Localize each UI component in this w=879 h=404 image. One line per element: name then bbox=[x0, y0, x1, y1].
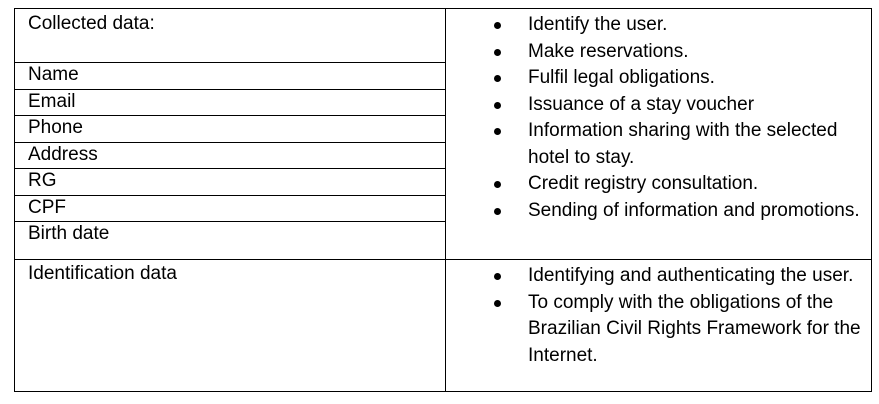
list-item-text: Issuance of a stay voucher bbox=[528, 93, 755, 115]
identification-data-header: Identification data bbox=[28, 263, 177, 284]
list-item-text: Make reservations. bbox=[528, 40, 689, 62]
bullet-icon bbox=[494, 22, 501, 29]
bullet-icon bbox=[494, 102, 501, 109]
list-item bbox=[446, 198, 871, 225]
list-item bbox=[446, 263, 871, 290]
field-email: Email bbox=[15, 90, 445, 117]
bullet-icon bbox=[494, 49, 501, 56]
bullet-icon bbox=[494, 181, 501, 188]
list-item-text: To comply with the obligations of the Brazilian Civil Rights Framework for the Internet. bbox=[528, 291, 861, 366]
list-item bbox=[446, 65, 871, 92]
field-cpf: CPF bbox=[15, 196, 445, 223]
list-item bbox=[446, 171, 871, 198]
field-rg: RG bbox=[15, 169, 445, 196]
list-item-text: Sending of information and promotions. bbox=[528, 199, 860, 221]
list-item bbox=[446, 92, 871, 119]
bullet-icon bbox=[494, 128, 501, 135]
bullet-icon bbox=[494, 273, 501, 280]
field-birth-date: Birth date bbox=[28, 223, 110, 244]
identification-data-purposes bbox=[446, 260, 871, 369]
data-usage-table bbox=[14, 8, 872, 392]
field-phone: Phone bbox=[15, 116, 445, 143]
list-item bbox=[446, 290, 871, 370]
list-item-text: Information sharing with the selected hotel to stay. bbox=[528, 120, 838, 168]
list-item-text: Fulfil legal obligations. bbox=[528, 67, 715, 88]
collected-data-purposes bbox=[446, 9, 871, 224]
list-item-text: Credit registry consultation. bbox=[528, 173, 759, 194]
list-item bbox=[446, 12, 871, 39]
field-address: Address bbox=[15, 143, 445, 170]
list-item-text: Identifying and authenticating the user. bbox=[528, 265, 854, 286]
list-item bbox=[446, 118, 871, 171]
bullet-icon bbox=[494, 75, 501, 82]
field-name: Name bbox=[15, 63, 445, 90]
list-item-text: Identify the user. bbox=[528, 14, 668, 35]
bullet-icon bbox=[494, 300, 501, 307]
list-item bbox=[446, 39, 871, 66]
bullet-icon bbox=[494, 208, 501, 215]
collected-data-header: Collected data: bbox=[15, 9, 445, 63]
